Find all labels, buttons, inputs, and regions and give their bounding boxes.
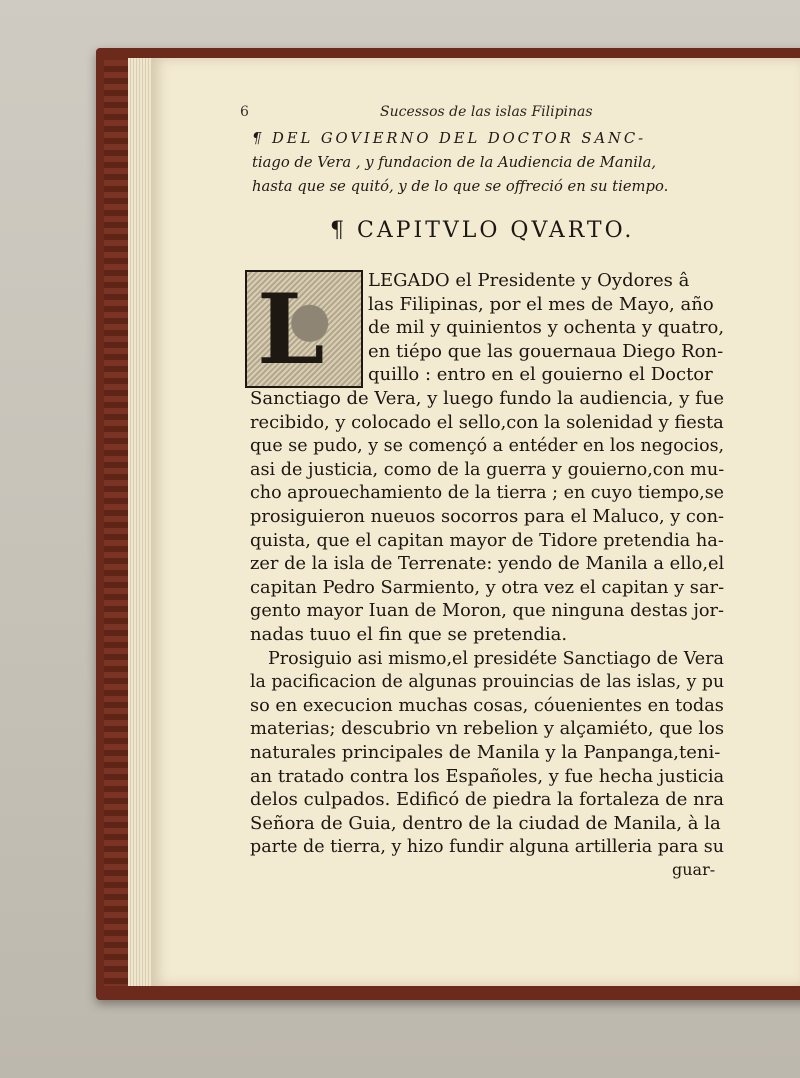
body-line: materias; descubrio vn rebelion y alçamiéto, que los xyxy=(250,718,725,740)
body-line: cho aprouechamiento de la tierra ; en cuyo tiempo,se xyxy=(250,482,725,504)
body-line: en tiépo que las gouernaua Diego Ron- xyxy=(368,340,724,362)
body-line: nadas tuuo el fin que se pretendia. xyxy=(250,624,568,645)
catchword: guar- xyxy=(672,860,716,879)
running-title: Sucessos de las islas Filipinas xyxy=(380,104,593,120)
body-line: quista, que el capitan mayor de Tidore pretendia ha- xyxy=(250,529,724,551)
body-line: parte de tierra, y hizo fundir alguna artilleria para su xyxy=(250,836,725,858)
body-line: zer de la isla de Terrenate: yendo de Manila a ello,el xyxy=(250,553,725,575)
body-line: de mil y quinientos y ochenta y quatro, xyxy=(368,317,725,339)
body-line: gento mayor Iuan de Moron, que ninguna destas jor- xyxy=(250,600,724,622)
body-line: Sanctiago de Vera, y luego fundo la audiencia, y fue xyxy=(250,388,724,409)
chapter-title: ¶ CAPITVLO QVARTO. xyxy=(330,218,635,243)
body-line: la pacificacion de algunas prouincias de las islas, y pu xyxy=(250,671,725,693)
body-line: quillo : entro en el gouierno el Doctor xyxy=(368,364,713,386)
running-head xyxy=(240,104,720,124)
body-line: que se pudo, y se començó a entéder en los negocios, xyxy=(250,435,725,457)
heading-line: tiago de Vera , y fundacion de la Audiencia de Manila, xyxy=(252,153,657,171)
body-line: so en execucion muchas cosas, cóuenientes en todas xyxy=(250,694,724,716)
body-line: prosiguieron nueuos socorros para el Maluco, y con- xyxy=(250,506,725,527)
page-number: 6 xyxy=(240,104,249,120)
body-line: LEGADO el Presidente y Oydores â xyxy=(368,270,690,291)
body-line: capitan Pedro Sarmiento, y otra vez el capitan y sar- xyxy=(250,576,725,598)
body-line: asi de justicia, como de la guerra y gouierno,con mu- xyxy=(250,458,725,480)
body-line: an tratado contra los Españoles, y fue hecha justicia xyxy=(250,765,725,787)
body-line: las Filipinas, por el mes de Mayo, año xyxy=(368,293,714,315)
heading-line: ¶ DEL GOVIERNO DEL DOCTOR SANC- xyxy=(252,129,647,147)
body-line: Señora de Guia, dentro de la ciudad de Manila, à la xyxy=(250,812,721,834)
body-line: delos culpados. Edificó de piedra la fortaleza de nra xyxy=(250,789,724,811)
heading-line: hasta que se quitó, y de lo que se offreció en su tiempo. xyxy=(252,177,669,195)
body-line: naturales principales de Manila y la Panpanga,teni- xyxy=(250,742,721,763)
cover-tooling xyxy=(104,60,128,986)
decorated-initial xyxy=(245,270,363,388)
initial-letter: L xyxy=(257,273,325,386)
body-line: Prosiguio asi mismo,el presidéte Sanctiago de Vera xyxy=(268,647,724,669)
body-line: recibido, y colocado el sello,con la solenidad y fiesta xyxy=(250,411,724,433)
section-heading xyxy=(252,126,732,198)
